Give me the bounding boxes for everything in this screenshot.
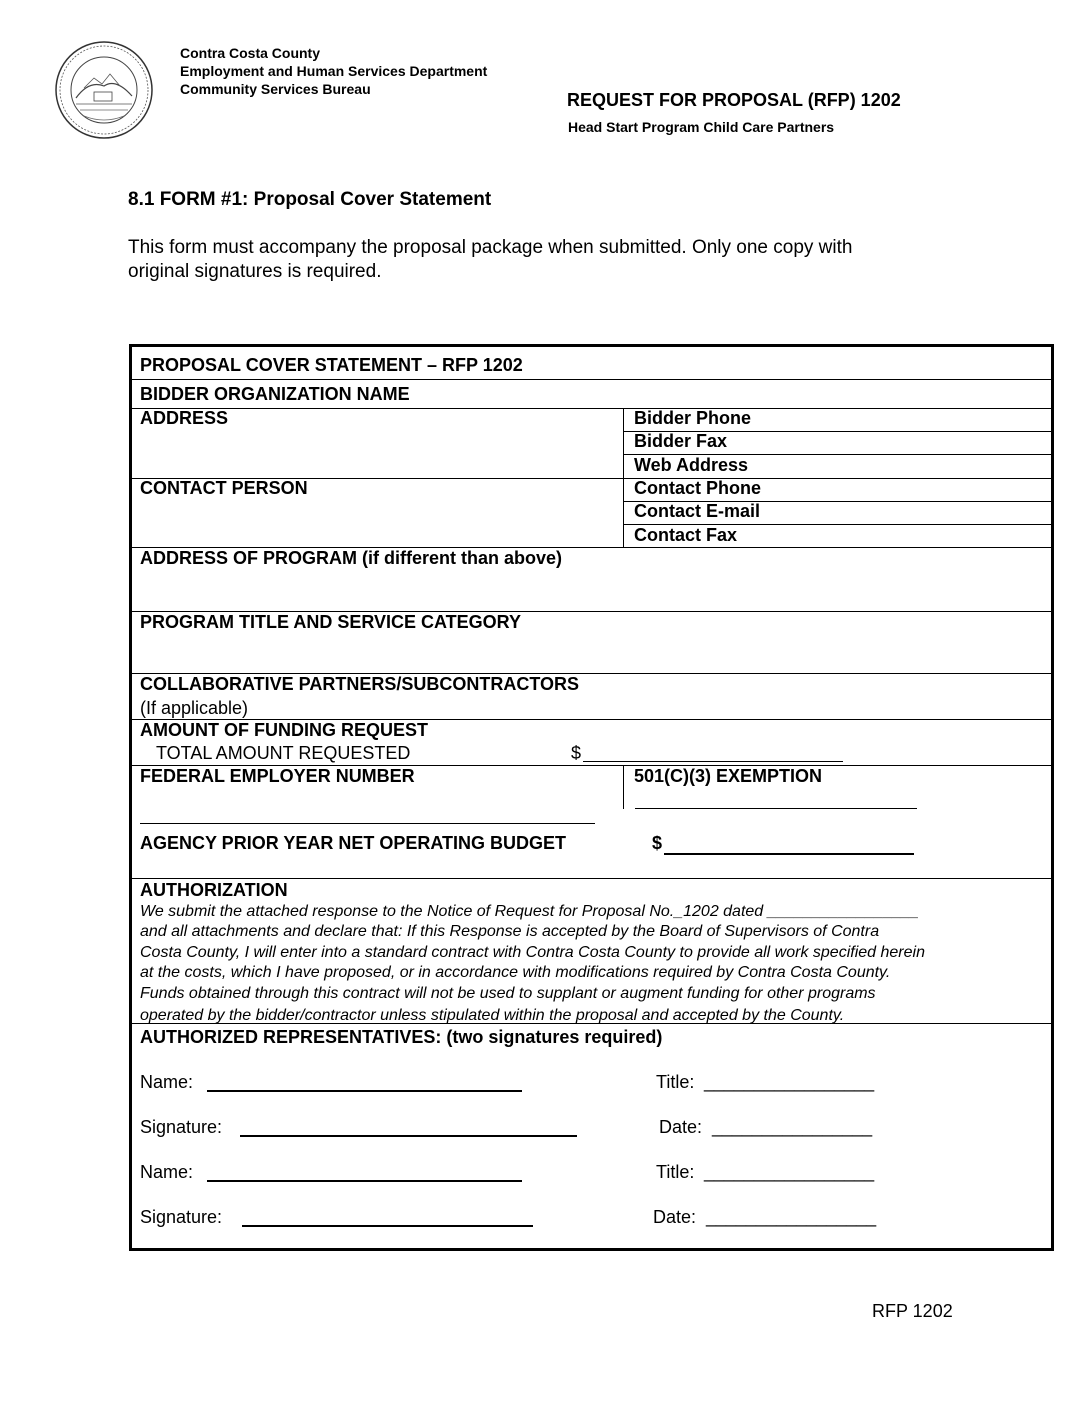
auth-text-line: Funds obtained through this contract will not be used to supplant or augment funding for other programs: [140, 985, 876, 1002]
proposal-cover-form: [129, 344, 1054, 1251]
signature-label: Signature:: [140, 1117, 223, 1137]
total-requested-label: TOTAL AMOUNT REQUESTED: [156, 743, 411, 763]
page-footer: RFP 1202: [872, 1301, 953, 1321]
auth-text-line: at the costs, which I have proposed, or in accordance with modifications required by Contra Costa County.: [140, 964, 891, 981]
name-label: Name:: [140, 1072, 194, 1092]
authorization-label: AUTHORIZATION: [140, 880, 288, 900]
budget-field[interactable]: [664, 853, 914, 855]
form-title: PROPOSAL COVER STATEMENT – RFP 1202: [140, 355, 523, 375]
auth-text-line: and all attachments and declare that: If this Response is accepted by the Board of Supervisors of Contra: [140, 923, 880, 940]
program-title-label: PROGRAM TITLE AND SERVICE CATEGORY: [140, 612, 522, 632]
rfp-subtitle: Head Start Program Child Care Partners: [568, 119, 835, 135]
contact-person-label: CONTACT PERSON: [140, 478, 308, 498]
fed-employer-label: FEDERAL EMPLOYER NUMBER: [140, 766, 415, 786]
signature-field[interactable]: [242, 1225, 533, 1227]
bidder-phone-label: Bidder Phone: [634, 408, 752, 428]
title-field[interactable]: _________________: [704, 1072, 875, 1092]
intro-line: This form must accompany the proposal package when submitted. Only one copy with: [128, 237, 853, 258]
fed-employer-field[interactable]: [140, 823, 595, 824]
department-name: Employment and Human Services Department: [180, 63, 488, 79]
title-field[interactable]: _________________: [704, 1162, 875, 1182]
name-field[interactable]: [207, 1090, 522, 1092]
auth-text-line: Costa County, I will enter into a standard contract with Contra Costa County to provide all work specified herein: [140, 944, 925, 961]
budget-label: AGENCY PRIOR YEAR NET OPERATING BUDGET: [140, 833, 567, 853]
contact-email-label: Contact E-mail: [634, 501, 761, 521]
date-field[interactable]: ________________: [712, 1117, 873, 1137]
authorized-reps-label: AUTHORIZED REPRESENTATIVES: (two signatures required): [140, 1027, 663, 1047]
county-seal-logo: [54, 40, 154, 140]
program-address-label: ADDRESS OF PROGRAM (if different than above): [140, 548, 563, 568]
title-label: Title:: [656, 1072, 695, 1092]
address-label: ADDRESS: [140, 408, 229, 428]
auth-text-line: operated by the bidder/contractor unless stipulated within the proposal and accepted by the County.: [140, 1007, 845, 1024]
intro-text: [128, 236, 988, 284]
name-label: Name:: [140, 1162, 194, 1182]
total-amount-field[interactable]: [583, 761, 843, 762]
dollar-sign: $: [571, 743, 582, 763]
date-field[interactable]: _________________: [706, 1207, 877, 1227]
exemption-field[interactable]: [635, 808, 917, 809]
date-label: Date:: [659, 1117, 703, 1137]
exemption-label: 501(C)(3) EXEMPTION: [634, 766, 823, 786]
signature-label: Signature:: [140, 1207, 223, 1227]
intro-line: original signatures is required.: [128, 261, 382, 282]
title-label: Title:: [656, 1162, 695, 1182]
funding-label: AMOUNT OF FUNDING REQUEST: [140, 720, 428, 740]
rfp-title: REQUEST FOR PROPOSAL (RFP) 1202: [567, 90, 901, 110]
date-label: Date:: [653, 1207, 697, 1227]
web-address-label: Web Address: [634, 455, 749, 475]
bidder-org-label: BIDDER ORGANIZATION NAME: [140, 384, 410, 404]
name-field[interactable]: [207, 1180, 522, 1182]
auth-text-line: We submit the attached response to the Notice of Request for Proposal No._1202 dated _________________: [140, 903, 919, 920]
partners-note: (If applicable): [140, 698, 249, 718]
bureau-name: Community Services Bureau: [180, 81, 371, 97]
partners-label: COLLABORATIVE PARTNERS/SUBCONTRACTORS: [140, 674, 580, 694]
bidder-fax-label: Bidder Fax: [634, 431, 728, 451]
budget-dollar-sign: $: [652, 833, 663, 853]
contact-phone-label: Contact Phone: [634, 478, 762, 498]
org-name: Contra Costa County: [180, 45, 320, 61]
signature-field[interactable]: [240, 1135, 577, 1137]
contact-fax-label: Contact Fax: [634, 525, 738, 545]
form-heading: 8.1 FORM #1: Proposal Cover Statement: [128, 189, 492, 210]
